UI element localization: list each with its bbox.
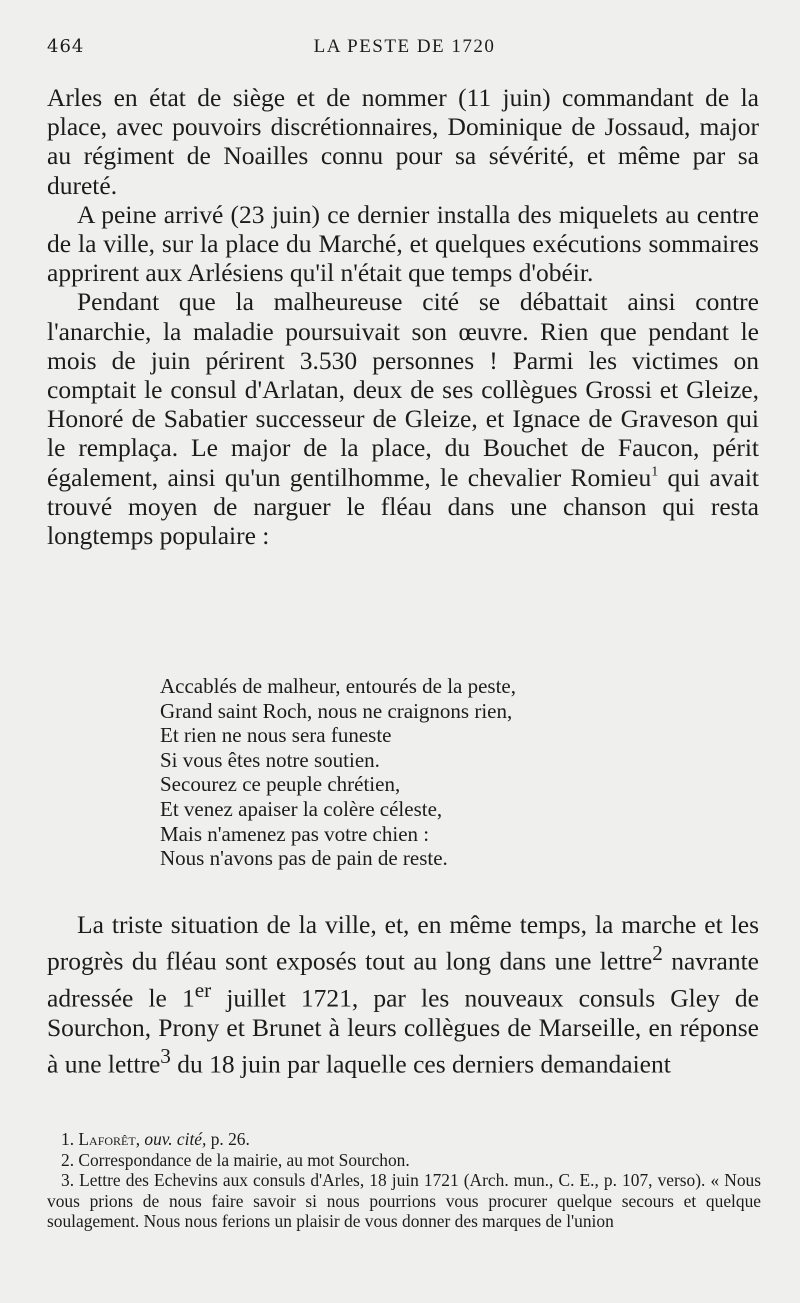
paragraph-1-text: Arles en état de siège et de nommer (11 juin) commandant de la place, avec pouvoirs discrétionnaires, Dominique de Jossaud, major au régiment de Noailles connu pour sa sévérité, et même par sa dureté. (47, 83, 759, 200)
paragraph-4 (47, 910, 759, 1079)
paragraph-3-text: Pendant que la malheureuse cité se débattait ainsi contre l'anarchie, la maladie poursuivait son œuvre. Rien que pendant le mois de juin périrent 3.530 personnes ! Parmi les victimes on comptait le consul d'Arlatan, deux de ses collègues Grossi et Gleize, Honoré de Sabatier successeur de Gleize, et Ignace de Graveson qui le remplaça. Le major de la place, du Bouchet de Faucon, périt également, ainsi qu'un gentilhomme, le chevalier Romieu (47, 287, 759, 492)
paragraph-1 (47, 83, 759, 200)
footnote-ref-3: 3 (160, 1043, 171, 1068)
footnote-1 (47, 1129, 761, 1150)
poem-line: Mais n'amenez pas votre chien : (160, 821, 430, 846)
main-text (47, 83, 759, 550)
paragraph-4-text-b: navrante adressée le 1 (47, 946, 759, 1013)
running-title: LA PESTE DE 1720 (313, 36, 496, 57)
footnote-ref-1: 1 (651, 464, 659, 480)
poem-line: Accablés de malheur, entourés de la peste, (160, 674, 517, 698)
footnote-1-page: p. 26. (206, 1129, 250, 1149)
poem-line: Grand saint Roch, nous ne craignons rien, (160, 698, 513, 723)
paragraph-4-text: La triste situation de la ville, et, en même temps, la marche et les progrès du fléau sont exposés tout au long dans une lettre (47, 910, 759, 976)
paragraph-2-text: A peine arrivé (23 juin) ce dernier installa des miquelets au centre de la ville, sur la place du Marché, et quelques exécutions sommaires apprirent aux Arlésiens qu'il n'était que temps d'obéir. (47, 199, 759, 288)
poem-line: Et rien ne nous sera funeste (160, 723, 392, 748)
poem-line: Et venez apaiser la colère céleste, (160, 796, 443, 821)
footnote-1-author: Laforêt, (78, 1129, 141, 1149)
footnote-1-ref: ouv. cité, (144, 1129, 207, 1149)
running-header (47, 32, 762, 60)
footnote-1-number: 1. (61, 1129, 75, 1149)
paragraph-3 (47, 287, 759, 550)
page-number: 464 (47, 36, 85, 57)
ordinal-superscript: er (194, 977, 212, 1002)
paragraph-4-text-c: juillet 1721, par les nouveaux consuls Gley de Sourchon, Prony et Brunet à leurs collègues de Marseille, en réponse à une lettre (47, 983, 759, 1079)
poem (160, 674, 630, 871)
paragraph-2 (47, 200, 759, 288)
footnotes (47, 1129, 761, 1232)
main-text-continued (47, 910, 759, 1079)
poem-line: Nous n'avons pas de pain de reste. (160, 846, 448, 871)
paragraph-3-text-end: qui avait trouvé moyen de narguer le fléau dans une chanson qui resta longtemps populaire : (47, 462, 759, 551)
footnote-3: 3. Lettre des Echevins aux consuls d'Arles, 18 juin 1721 (Arch. mun., C. E., p. 107, verso). « Nous vous prions de nous faire savoir si nous pourrions vous procurer quelque secours et quelque soulagement. Nous nous ferions un plaisir de vous donner des marques de l'union (47, 1170, 761, 1232)
footnote-2: 2. Correspondance de la mairie, au mot Sourchon. (61, 1149, 410, 1170)
poem-line: Secourez ce peuple chrétien, (160, 772, 401, 797)
paragraph-4-text-d: du 18 juin par laquelle ces derniers demandaient (170, 1049, 671, 1079)
footnote-ref-2: 2 (652, 941, 663, 966)
poem-line: Si vous êtes notre soutien. (160, 747, 380, 772)
